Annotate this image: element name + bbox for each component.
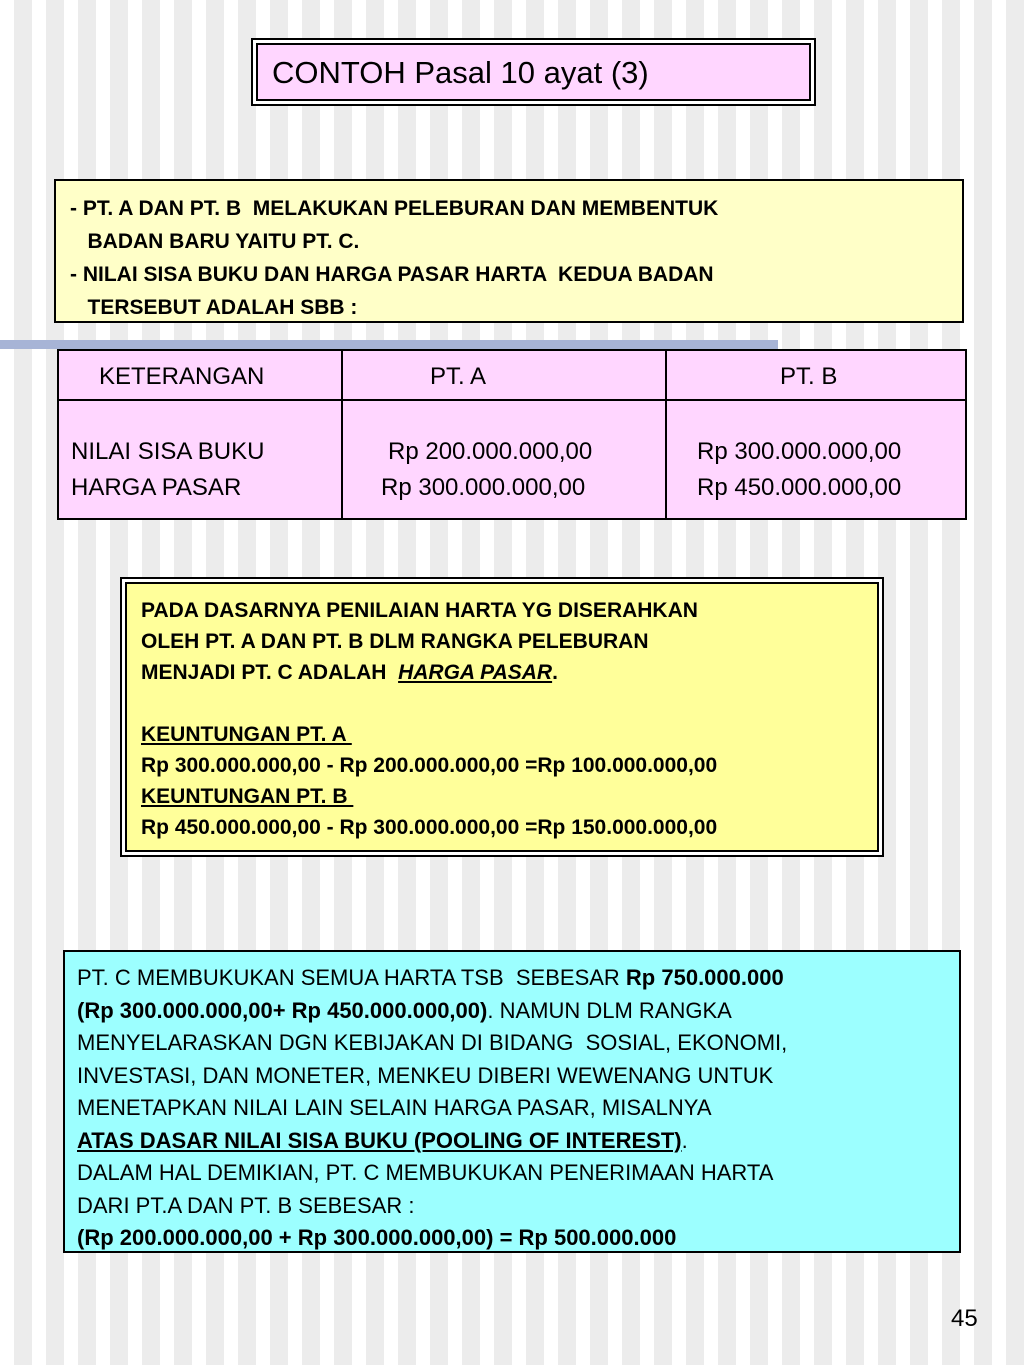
intro-line: - PT. A DAN PT. B MELAKUKAN PELEBURAN DAN MEMBENTUK — [70, 197, 719, 220]
note-text: PT. C MEMBUKUKAN SEMUA HARTA TSB SEBESAR — [77, 965, 626, 990]
slide-title: CONTOH Pasal 10 ayat (3) — [256, 43, 811, 101]
note-line — [77, 1125, 959, 1158]
intro-line: - NILAI SISA BUKU DAN HARGA PASAR HARTA KEDUA BADAN — [70, 263, 714, 286]
explanation-box — [120, 577, 884, 857]
pooling-of-interest: ATAS DASAR NILAI SISA BUKU (POOLING OF INTEREST) — [77, 1127, 682, 1153]
intro-line: TERSEBUT ADALAH SBB : — [70, 296, 358, 319]
harga-pasar-emphasis: HARGA PASAR — [398, 661, 553, 684]
explanation-line: OLEH PT. A DAN PT. B DLM RANGKA PELEBURAN — [141, 630, 649, 653]
row-value-pt-a: Rp 300.000.000,00 — [381, 474, 586, 501]
total-amount: Rp 750.000.000 — [625, 965, 784, 990]
gain-b-calculation: Rp 450.000.000,00 - Rp 300.000.000,00 =Rp 150.000.000,00 — [141, 816, 718, 839]
row-value-pt-a: Rp 200.000.000,00 — [388, 438, 593, 465]
spacer — [141, 688, 877, 719]
header-pt-a: PT. A — [430, 363, 487, 390]
note-line — [77, 962, 959, 995]
sum-formula: (Rp 300.000.000,00+ Rp 450.000.000,00) — [77, 997, 488, 1023]
gain-b-heading: KEUNTUNGAN PT. B — [141, 785, 354, 808]
explanation-line: PADA DASARNYA PENILAIAN HARTA YG DISERAHKAN — [141, 599, 698, 622]
column-divider — [341, 351, 343, 518]
gain-a-heading: KEUNTUNGAN PT. A — [141, 723, 352, 746]
note-line — [77, 995, 959, 1028]
note-line: DALAM HAL DEMIKIAN, PT. C MEMBUKUKAN PENERIMAAN HARTA — [77, 1160, 774, 1185]
note-line: MENYELARASKAN DGN KEBIJAKAN DI BIDANG SOSIAL, EKONOMI, — [77, 1030, 788, 1055]
row-label: NILAI SISA BUKU — [71, 438, 265, 465]
explanation-line — [141, 657, 877, 688]
note-line: DARI PT.A DAN PT. B SEBESAR : — [77, 1192, 415, 1218]
row-value-pt-b: Rp 450.000.000,00 — [697, 474, 902, 501]
note-line: INVESTASI, DAN MONETER, MENKEU DIBERI WEWENANG UNTUK — [77, 1062, 774, 1088]
row-value-pt-b: Rp 300.000.000,00 — [697, 438, 902, 465]
intro-line: BADAN BARU YAITU PT. C. — [70, 230, 360, 253]
punctuation: . — [681, 1127, 688, 1153]
column-divider — [665, 351, 667, 518]
decorative-bar — [0, 340, 778, 349]
title-box — [251, 38, 816, 106]
note-line: MENETAPKAN NILAI LAIN SELAIN HARGA PASAR, MISALNYA — [77, 1095, 712, 1120]
value-table — [57, 349, 967, 520]
header-pt-b: PT. B — [780, 363, 838, 390]
header-divider — [59, 399, 965, 401]
final-formula: (Rp 200.000.000,00 + Rp 300.000.000,00) = Rp 500.000.000 — [77, 1225, 677, 1250]
note-text: . NAMUN DLM RANGKA — [487, 997, 732, 1023]
punctuation: . — [552, 661, 558, 684]
note-box — [63, 950, 961, 1253]
gain-a-calculation: Rp 300.000.000,00 - Rp 200.000.000,00 =Rp 100.000.000,00 — [141, 754, 718, 777]
explanation-text: MENJADI PT. C ADALAH — [141, 661, 399, 684]
page-number: 45 — [951, 1305, 978, 1332]
explanation-content — [125, 582, 879, 852]
row-label: HARGA PASAR — [71, 474, 242, 501]
header-keterangan: KETERANGAN — [99, 363, 265, 390]
intro-box — [54, 179, 964, 323]
